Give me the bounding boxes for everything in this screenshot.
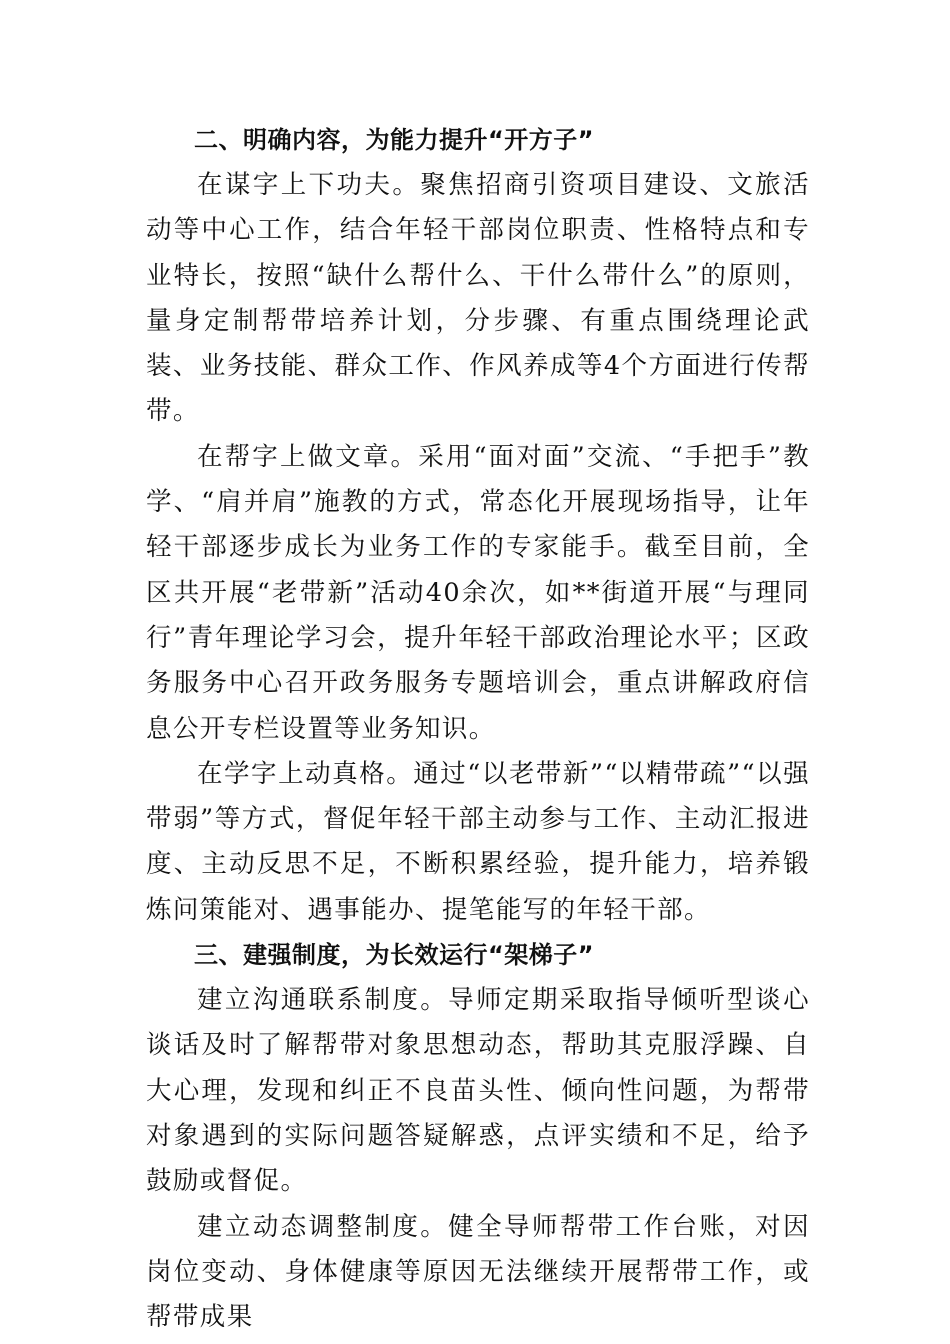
paragraph-communication-system: 建立沟通联系制度。导师定期采取指导倾听型谈心谈话及时了解帮带对象思想动态，帮助其克服浮躁、自大心理，发现和纠正不良苗头性、倾向性问题，为帮带对象遇到的实际问题答疑解惑，点评实绩和不足，给予鼓励或督促。 — [146, 985, 810, 1197]
paragraph-helping: 在帮字上做文章。采用“面对面”交流、“手把手”教学、“肩并肩”施教的方式，常态化开展现场指导，让年轻干部逐步成长为业务工作的专家能手。截至目前，全区共开展“老带新”活动40余次，如**街道开展“与理同行”青年理论学习会，提升年轻干部政治理论水平；区政务服务中心召开政务服务专题培训会，重点讲解政府信息公开专栏设置等业务知识。 — [146, 441, 810, 744]
paragraph-planning: 在谋字上下功夫。聚焦招商引资项目建设、文旅活动等中心工作，结合年轻干部岗位职责、性格特点和专业特长，按照“缺什么帮什么、干什么带什么”的原则，量身定制帮带培养计划，分步骤、有重点围绕理论武装、业务技能、群众工作、作风养成等4个方面进行传帮带。 — [146, 170, 810, 427]
section-heading-2: 二、明确内容，为能力提升“开方子” — [194, 126, 595, 154]
paragraph-learning: 在学字上动真格。通过“以老带新”“以精带疏”“以强带弱”等方式，督促年轻干部主动参与工作、主动汇报进度、主动反思不足，不断积累经验，提升能力，培养锻炼问策能对、遇事能办、提笔能写的年轻干部。 — [146, 758, 810, 925]
section-heading-3: 三、建强制度，为长效运行“架梯子” — [194, 941, 595, 970]
paragraph-adjustment-system: 建立动态调整制度。健全导师帮带工作台账，对因岗位变动、身体健康等原因无法继续开展帮带工作，或帮带成果 — [146, 1211, 810, 1333]
document-body — [146, 118, 810, 1340]
